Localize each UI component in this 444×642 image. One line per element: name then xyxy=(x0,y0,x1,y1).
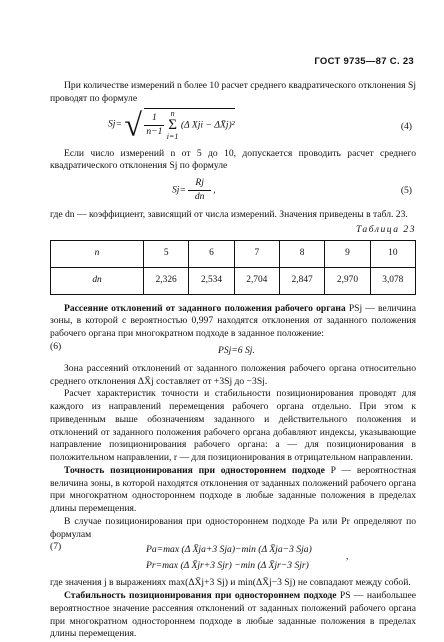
table-cell: 2,326 xyxy=(144,267,189,294)
formula-4 xyxy=(50,108,416,148)
formula-7-line-1: Pa=max (Δ X̄ja+3 Sja)−min (Δ X̄ja−3 Sja) xyxy=(146,544,312,556)
table-cell: 8 xyxy=(279,240,324,267)
paragraph-9: где значения j в выражениях max(ΔX̄j+3 Sj) и min(ΔX̄j−3 Sj) не совпадают между собой. xyxy=(50,577,411,589)
paragraph-3: где dn — коэффициент, зависящий от числа измерений. Значения приведены в табл. 23. xyxy=(50,209,408,220)
formula-4-fraction xyxy=(144,112,164,139)
table-cell: 3,078 xyxy=(370,267,415,294)
term-bold: Точность позиционирования при одностороннем подходе xyxy=(64,464,325,476)
sum-symbol: n Σ i=1 xyxy=(166,108,179,141)
paragraph-10 xyxy=(50,590,416,641)
table-cell: n xyxy=(51,240,144,267)
formula-7-number: (7) xyxy=(50,541,62,553)
table-cell: 10 xyxy=(370,240,415,267)
fraction-numerator: 1 xyxy=(144,112,164,126)
fraction-numerator: Rj xyxy=(188,177,211,191)
page-header: ГОСТ 9735—87 С. 23 xyxy=(314,56,414,67)
paragraph-4-text: PSj — величина зоны, в которой с вероятностью 0,997 находятся отклонения от заданного положения рабочего органа при многократном подходе в заданное положение: xyxy=(50,302,416,339)
formula-7-comma: , xyxy=(346,551,349,563)
term-bold: Стабильность позиционирования при одностороннем подходе xyxy=(64,590,337,601)
paragraph-2: Если число измерений n от 5 до 10, допускается проводить расчет среднего квадратического отклонения Sj по формуле xyxy=(50,147,416,172)
formula-6-expression: PSj=6 Sj. xyxy=(218,344,255,356)
formula-6 xyxy=(50,341,416,363)
table-cell: 7 xyxy=(234,240,279,267)
sum-upper: n xyxy=(170,108,175,118)
radicand xyxy=(144,108,234,141)
formula-7-line-2: Pr=max (Δ X̄jr+3 Sjr) −min (Δ X̄jr−3 Sjr) xyxy=(146,560,309,572)
formula-5-number: (5) xyxy=(400,185,412,196)
formula-4-lhs: Sj= xyxy=(108,118,122,130)
table-cell: 6 xyxy=(189,240,234,267)
formula-5-lhs: Sj= xyxy=(172,184,186,196)
formula-5 xyxy=(50,175,416,209)
fraction-denominator: dn xyxy=(194,190,205,202)
table-title: Таблица 23 xyxy=(355,223,416,235)
formula-5-fraction xyxy=(188,177,211,204)
paragraph-1: При количестве измерений n более 10 расчет среднего квадратического отклонения Sj проводят по формуле xyxy=(50,80,416,104)
table-cell: 2,847 xyxy=(279,267,324,294)
table-cell: 2,704 xyxy=(234,267,279,294)
formula-4-number: (4) xyxy=(400,120,412,132)
table-header-row xyxy=(51,240,416,267)
table-cell: 5 xyxy=(144,240,189,267)
paragraph-5: Зона рассеяний отклонений от заданного положения рабочего органа относительно среднего отклонения ΔX̄j составляет от +3Sj до −3Sj. xyxy=(50,362,416,387)
formula-7 xyxy=(50,541,416,577)
table-cell: 2,534 xyxy=(189,267,234,294)
table-cell: dn xyxy=(51,267,144,294)
sum-lower: i=1 xyxy=(166,131,179,141)
table-cell: 2,970 xyxy=(325,267,370,294)
paragraph-10-text: PS — наибольшее вероятностное значение рассеяния отклонений от заданных положений рабочего органа при многократном одностороннем подходе в любые заданные положения в пределах длины перемещения. xyxy=(50,590,417,640)
formula-5-expression xyxy=(172,177,216,204)
fraction-denominator: n−1 xyxy=(146,125,163,137)
page-content xyxy=(50,80,416,641)
square-root xyxy=(124,108,234,141)
paragraph-7-text: P — вероятностная величина зоны, в которой находятся отклонения от заданных положений рабочего органа при многократном одностороннем подходе в любые заданные положения в пределах длины перемещения. xyxy=(50,464,416,514)
paragraph-4 xyxy=(50,303,416,341)
radical-sign: √ xyxy=(124,106,142,142)
formula-4-expression xyxy=(108,108,235,141)
formula-4-body: (Δ Xji − ΔX̄j)² xyxy=(180,119,235,131)
term-bold: Рассеяние отклонений от заданного положения рабочего органа xyxy=(64,302,346,314)
paragraph-8: В случае позиционирования при одностороннем подходе Pa или Pr определяют по формулам xyxy=(50,515,416,540)
table-23 xyxy=(50,240,416,295)
formula-5-comma: , xyxy=(213,184,216,196)
table-cell: 9 xyxy=(325,240,370,267)
formula-6-number: (6) xyxy=(50,340,62,352)
paragraph-7 xyxy=(50,465,416,516)
table-row xyxy=(51,267,416,294)
paragraph-6: Расчет характеристик точности и стабильности позиционирования проводят для каждого из направлений перемещения рабочего органа отдельно. При этом к приведенным выше обозначениям заданного и действительного положения и отклонений от заданного положения рабочего органа добавляют индексы, указывающие направление позиционирования рабочего органа: a — для позиционирования в положительном направлении, r — для позиционирования в отрицательном направлении. xyxy=(50,388,416,463)
